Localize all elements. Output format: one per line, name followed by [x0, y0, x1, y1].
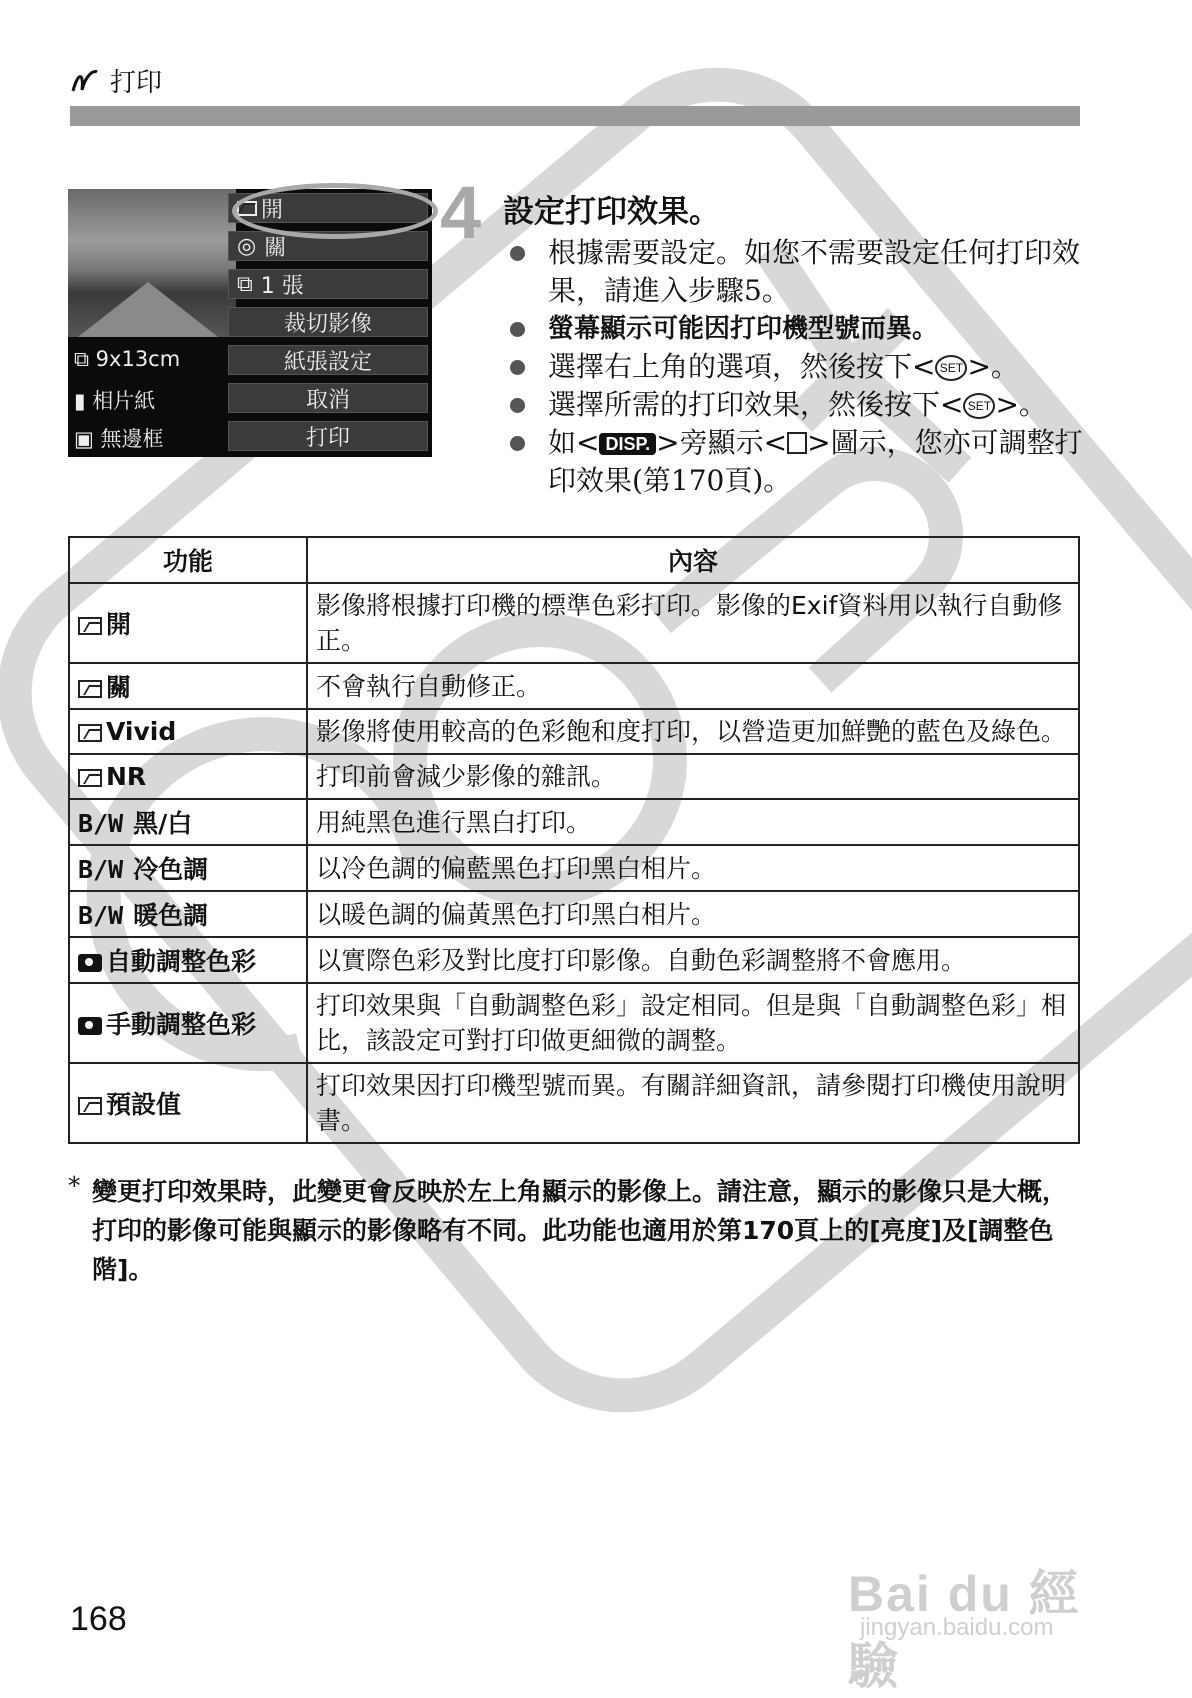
set-button-icon: SET	[963, 393, 995, 419]
lcd-menu-label: 裁切影像	[283, 311, 372, 337]
bw-label: B/W	[78, 855, 124, 884]
lcd-side-label: 9x13cm	[95, 347, 181, 371]
table-row	[69, 1063, 1079, 1143]
table-row	[69, 799, 1079, 845]
table-row	[69, 663, 1079, 709]
table-row	[69, 845, 1079, 891]
bullet-item	[508, 310, 1088, 348]
lcd-menu-trim	[228, 307, 428, 337]
image-icon	[78, 724, 102, 742]
section-title: 打印	[110, 68, 163, 98]
function-name-cell	[69, 799, 307, 845]
function-name: 暖色調	[133, 901, 209, 930]
function-description: 以實際色彩及對比度打印影像。自動色彩調整將不會應用。	[307, 937, 1079, 983]
bullet-text: >。	[995, 388, 1047, 421]
lcd-paper-size: ⧉ 9x13cm	[74, 347, 181, 371]
function-name-cell	[69, 663, 307, 709]
copies-icon: ⧉	[237, 271, 253, 297]
function-name-cell	[69, 845, 307, 891]
function-name: 冷色調	[133, 855, 209, 884]
logo-url: jingyan.baidu.com	[860, 1614, 1054, 1641]
column-header-function: 功能	[69, 537, 307, 583]
bullet-text: 選擇右上角的選項，然後按下<	[548, 350, 936, 383]
bullet-item	[508, 386, 1088, 424]
camera-icon	[78, 954, 102, 972]
function-name-cell	[69, 937, 307, 983]
step-bullets	[508, 234, 1088, 500]
image-icon	[78, 1097, 102, 1115]
column-header-content: 內容	[307, 537, 1079, 583]
table-row	[69, 937, 1079, 983]
bullet-text: >圖示，您亦可調整打印效果(第170頁)。	[548, 426, 1083, 497]
function-description: 以暖色調的偏黃黑色打印黑白相片。	[307, 891, 1079, 937]
table-row	[69, 709, 1079, 754]
lcd-paper-type: ▮ 相片紙	[74, 389, 156, 413]
menu-icon	[787, 432, 807, 454]
footnote-marker: *	[68, 1171, 81, 1200]
function-name: NR	[106, 762, 147, 791]
function-description: 影像將使用較高的色彩飽和度打印，以營造更加鮮艷的藍色及綠色。	[307, 709, 1079, 754]
function-description: 打印效果與「自動調整色彩」設定相同。但是與「自動調整色彩」相比，該設定可對打印做更細微的調整。	[307, 983, 1079, 1063]
function-description: 不會執行自動修正。	[307, 663, 1079, 709]
highlight-oval	[232, 183, 438, 239]
page-number: 168	[70, 1600, 127, 1638]
function-name: 自動調整色彩	[106, 947, 257, 976]
function-name: 手動調整色彩	[106, 1010, 257, 1039]
function-name: 預設值	[106, 1090, 182, 1119]
bw-label: B/W	[78, 809, 124, 838]
function-description: 影像將根據打印機的標準色彩打印。影像的Exif資料用以執行自動修正。	[307, 583, 1079, 663]
section-header	[70, 62, 162, 99]
image-icon	[78, 769, 102, 787]
image-icon	[78, 617, 102, 635]
function-name-cell	[69, 891, 307, 937]
function-description: 打印前會減少影像的雜訊。	[307, 754, 1079, 799]
lcd-side-label: 無邊框	[100, 427, 164, 451]
function-description: 用純黑色進行黑白打印。	[307, 799, 1079, 845]
header-divider-bar	[70, 106, 1080, 126]
bullet-text: >。	[967, 350, 1019, 383]
lcd-menu-label: 關	[264, 235, 287, 261]
lcd-menu-label: 開	[261, 197, 284, 223]
set-button-icon: SET	[935, 355, 967, 381]
bullet-item	[508, 234, 1088, 310]
bullet-text: >旁顯示<	[656, 426, 788, 459]
bullet-item	[508, 424, 1088, 500]
baidu-jingyan-logo	[848, 1540, 1118, 1694]
function-description: 以冷色調的偏藍黑色打印黑白相片。	[307, 845, 1079, 891]
bullet-text: 根據需要設定。如您不需要設定任何打印效果，請進入步驟5。	[548, 236, 1081, 307]
lcd-menu-cancel	[228, 383, 428, 413]
bw-label: B/W	[78, 901, 124, 930]
table-header-row	[69, 537, 1079, 583]
function-name-cell	[69, 983, 307, 1063]
bullet-text: 如<	[548, 426, 600, 459]
bullet-text: 螢幕顯示可能因打印機型號而異。	[548, 314, 939, 344]
table-row	[69, 891, 1079, 937]
step-number: 4	[440, 171, 482, 254]
footnote-text: 變更打印效果時，此變更會反映於左上角顯示的影像上。請注意，顯示的影像只是大概，打印的影像可能與顯示的影像略有不同。此功能也適用於第170頁上的[亮度]及[調整色階]。	[92, 1177, 1068, 1284]
table-row	[69, 983, 1079, 1063]
lcd-menu-copies	[228, 269, 428, 299]
function-description: 打印效果因打印機型號而異。有關詳細資訊，請參閱打印機使用說明書。	[307, 1063, 1079, 1143]
function-name: 關	[106, 673, 132, 702]
image-icon	[78, 680, 102, 698]
function-name: Vivid	[106, 717, 177, 746]
function-name: 黑/白	[133, 809, 193, 838]
lcd-preview-photo	[68, 189, 236, 337]
lcd-menu-label: 取消	[305, 387, 350, 413]
lcd-menu-label: 1 張	[260, 273, 304, 299]
function-name-cell	[69, 754, 307, 799]
camera-icon	[78, 1017, 102, 1035]
footnote	[68, 1172, 1080, 1289]
lcd-page-layout: ▣ 無邊框	[74, 427, 164, 451]
logo-brand: Bai du 經驗	[848, 1566, 1081, 1694]
table-row	[69, 754, 1079, 799]
redeye-icon: ◎	[237, 233, 257, 259]
bullet-item	[508, 348, 1088, 386]
lcd-menu-label: 紙張設定	[283, 349, 372, 375]
bullet-text: 選擇所需的打印效果，然後按下<	[548, 388, 964, 421]
function-name: 開	[106, 610, 132, 639]
table-row	[69, 583, 1079, 663]
lcd-menu-print	[228, 421, 428, 451]
function-name-cell	[69, 583, 307, 663]
lcd-menu-paper	[228, 345, 428, 375]
function-name-cell	[69, 1063, 307, 1143]
lcd-menu-label: 打印	[305, 425, 350, 451]
step-title: 設定打印效果。	[503, 194, 720, 230]
print-icon	[70, 68, 100, 94]
disp-button-icon: DISP.	[599, 433, 656, 455]
lcd-side-label: 相片紙	[92, 389, 156, 413]
print-effect-table	[68, 536, 1080, 1144]
function-name-cell	[69, 709, 307, 754]
